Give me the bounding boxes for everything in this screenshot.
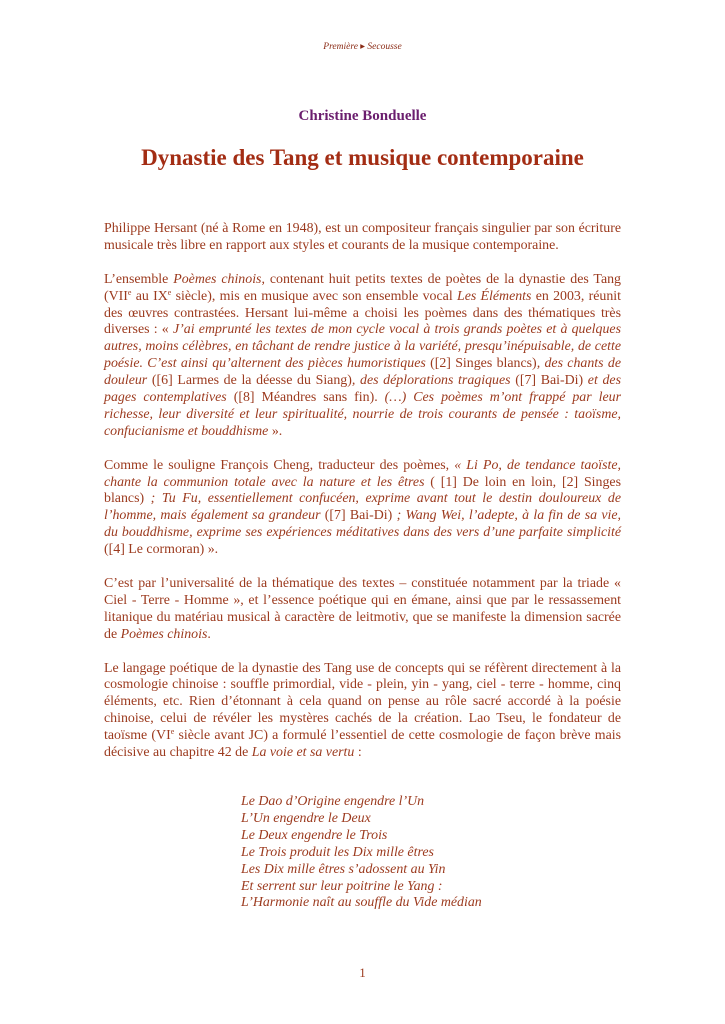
quote-span: et des pages contemplatives: [104, 373, 621, 406]
quote-span: « Li Po, de tendance taoïste, chante la communion totale avec la nature et les êtres: [104, 457, 621, 490]
paragraph-universality: [104, 576, 621, 644]
poem-line: Et serrent sur leur poitrine le Yang :: [241, 878, 443, 894]
work-title: Poèmes chinois: [120, 626, 208, 642]
quote-span: ; Tu Fu, essentiellement confucéen, exprime avant tout le destin douloureux de l’homme, mais également sa grandeur: [104, 491, 621, 524]
superscript: e: [127, 287, 132, 297]
paragraph-intro: Philippe Hersant (né à Rome en 1948), est un compositeur français singulier par son écriture musicale très libre en rapport aux styles et courants de la musique contemporaine.: [104, 221, 621, 253]
text-span: ([7] Bai-Di): [320, 508, 397, 524]
text-span: siècle), mis en musique avec son ensemble vocal: [171, 288, 457, 304]
text-span: .: [207, 626, 211, 642]
author-name: Christine Bonduelle: [298, 108, 427, 124]
superscript: e: [170, 727, 175, 737]
text-span: siècle avant JC) a formulé l’essentiel de cette cosmologie de façon brève mais décisive au chapitre 42 de: [104, 728, 622, 761]
poem-line: L’Harmonie naît au souffle du Vide médian: [241, 895, 482, 911]
text-span: ([7] Bai-Di): [510, 373, 588, 389]
text-span: , contenant huit petits textes de poètes de la dynastie des Tang (VII: [104, 271, 622, 304]
text-span: Le langage poétique de la dynastie des Tang use de concepts qui se réfèrent directement à la cosmologie chinoise : souffle primordial, vide - plein, yin - yang, ciel - terre - homme, cinq éléments, etc. Rien d’étonnant à cela quand on pense au rôle sacré accordé à la poésie chinoise, celui de révéler les mystères cachés de la création. Lao Tseu, le fondateur de taoïsme (VI: [104, 660, 621, 744]
quote-span: (…) Ces poèmes m’ont frappé par leur richesse, leur diversité et leur spiritualité, nourrie de trois courants de pensée : taoïsme, confucianisme et bouddhisme: [104, 390, 622, 439]
poem-line: Les Dix mille êtres s’adossent au Yin: [241, 861, 446, 877]
text-span: C’est par l’universalité de la thématique des textes – constituée notamment par la triade « Ciel - Terre - Homme », et l’essence poétique qui en émane, ainsi que par le ressassement litanique du matériau musical à caractère de leitmotiv, que se manifeste la dimension sacrée de: [104, 575, 621, 642]
text-span: ([2] Singes blancs): [425, 356, 537, 372]
poem-line: Le Dao d’Origine engendre l’Un: [241, 794, 425, 809]
article-body: [104, 221, 621, 779]
quote-span: , des déplorations tragiques: [351, 373, 511, 389]
work-title: Poèmes chinois: [173, 271, 262, 287]
superscript: e: [167, 287, 172, 297]
poem-line: Le Deux engendre le Trois: [241, 827, 388, 843]
text-span: ([8] Méandres sans fin).: [226, 390, 385, 406]
quote-span: , des chants de douleur: [104, 356, 621, 389]
poem-quote: [241, 794, 482, 912]
page-title: Dynastie des Tang et musique contemporaine: [141, 145, 584, 170]
text-span: ([6] Larmes de la déesse du Siang): [147, 373, 352, 389]
text-span: L’ensemble: [104, 271, 174, 287]
quote-span: ; Wang Wei, l’adepte, à la fin de sa vie, du bouddhisme, exprime ses expériences méditatives dans des vers d’une parfaite simplicité: [104, 508, 621, 541]
paragraph-cheng: [104, 458, 621, 559]
text-span: au IX: [131, 288, 168, 304]
page-number: 1: [359, 965, 366, 980]
paragraph-ensemble: [104, 272, 621, 441]
poem-line: Le Trois produit les Dix mille êtres: [241, 844, 434, 860]
quote-span: J’ai emprunté les textes de mon cycle vocal à trois grands poètes et à quelques autres, moins célèbres, en tâchant de rendre justice à la variété, presqu’inépuisable, de cette poésie. C’est ainsi qu’alternent des pièces humoristiques: [104, 322, 621, 372]
paragraph-cosmology: [104, 661, 621, 762]
text-span: ».: [268, 423, 283, 439]
poem-line: L’Un engendre le Deux: [241, 810, 371, 826]
text-span: ([4] Le cormoran) ».: [104, 542, 219, 558]
text-span: :: [354, 745, 362, 761]
text-span: en 2003, réunit des œuvres contrastées. Hersant lui-même a choisi les poèmes dans des thématiques très diverses : «: [104, 288, 622, 338]
text-span: ( [1] De loin en loin, [2] Singes blancs): [104, 474, 621, 507]
ensemble-name: Les Éléments: [456, 288, 532, 304]
running-header: Première ▸ Secousse: [323, 42, 402, 52]
book-title: La voie et sa vertu: [251, 745, 355, 761]
text-span: Comme le souligne François Cheng, traducteur des poèmes,: [104, 457, 455, 473]
